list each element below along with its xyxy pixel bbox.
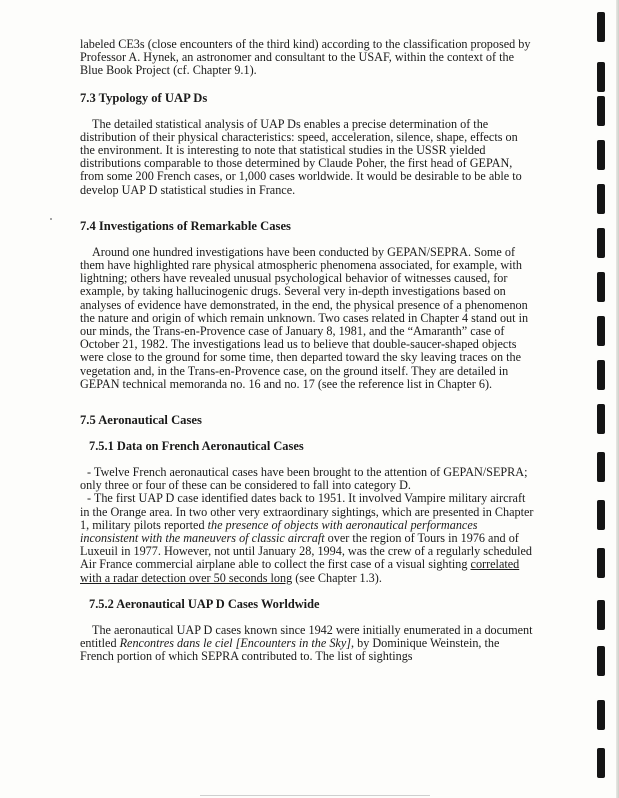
section-7-5-1-bullet-1: - Twelve French aeronautical cases have been brought to the attention of GEPAN/SEPRA; only three or four of these can be considered to fall into category D. — [80, 465, 528, 493]
s752-text-a: The aeronautical UAP D cases known since 1942 were initially enumerated in a document entitled — [80, 622, 533, 651]
binder-hole-mark — [597, 228, 605, 258]
page-bottom-edge — [200, 795, 430, 796]
binder-hole-mark — [597, 272, 605, 302]
binder-hole-mark — [597, 600, 605, 630]
bullet-2-text-a: - The first UAP D case identified dates back to 1951. It involved Vampire military aircraft in the Orange area. In two other very extraordinary sightings, which are presented in Chapter 1, military pilots reported — [80, 491, 534, 532]
bullet-2-text-b: over the region of Tours in 1976 and of Luxeuil in 1977. However, not until January 28, 1994, was the crew of a regularly scheduled Air France commercial airplane able to collect the first case of a visual sighting — [80, 531, 533, 572]
section-heading-7-3: 7.3 Typology of UAP Ds — [80, 90, 208, 105]
binder-hole-mark — [597, 700, 605, 730]
section-heading-7-5: 7.5 Aeronautical Cases — [80, 413, 202, 428]
binder-hole-mark — [597, 62, 605, 92]
scan-speck — [50, 218, 52, 220]
section-heading-7-5-1: 7.5.1 Data on French Aeronautical Cases — [89, 439, 304, 454]
binder-hole-mark — [597, 748, 605, 778]
binder-hole-mark — [597, 360, 605, 390]
binder-hole-mark — [597, 404, 605, 434]
section-7-3-paragraph: The detailed statistical analysis of UAP Ds enables a precise determination of the distribution of their physical characteristics: speed, acceleration, silence, shape, effects on the environment. It is interesting to note that statistical studies in the USSR yielded distributions comparable to those determined by Claude Poher, the first head of GEPAN, from some 200 French cases, or 1,000 cases worldwide. It would be desirable to be able to develop UAP D statistical studies in France. — [80, 116, 522, 197]
binder-hole-mark — [597, 548, 605, 578]
intro-paragraph: labeled CE3s (close encounters of the third kind) according to the classification proposed by Professor A. Hynek, an astronomer and consultant to the USAF, within the context of the Blue Book Project (cf. Chapter 9.1). — [80, 37, 531, 78]
binder-hole-mark — [597, 500, 605, 530]
section-7-5-2-paragraph — [80, 624, 535, 664]
s752-italic-title: Rencontres dans le ciel [Encounters in the Sky] — [119, 636, 351, 651]
section-7-4-paragraph: Around one hundred investigations have been conducted by GEPAN/SEPRA. Some of them have highlighted rare physical atmospheric phenomena associated, for example, with lightning; others have revealed unusual psychological behavior of witnesses caused, for example, by taking hallucinogenic drugs. Several very in-depth investigations based on analyses of evidence have demonstrated, in the end, the physical presence of a phenomenon the nature and origin of which remain unknown. Two cases related in Chapter 4 stand out in our minds, the Trans-en-Provence case of January 8, 1981, and the “Amaranth” case of October 21, 1982. The investigations lead us to believe that double-saucer-shaped objects were close to the ground for some time, then departed toward the sky leaving traces on the vegetation and, in the Trans-en-Provence case, on the ground itself. They are detailed in GEPAN technical memoranda no. 16 and no. 17 (see the reference list in Chapter 6). — [80, 244, 529, 391]
binder-hole-mark — [597, 184, 605, 214]
binder-hole-mark — [597, 646, 605, 676]
bullet-2-text-c: (see Chapter 1.3). — [292, 570, 382, 585]
document-body — [80, 38, 535, 664]
binder-hole-mark — [597, 12, 605, 42]
bullet-2-underlined: correlated with a radar detection over 50 seconds long — [80, 557, 520, 585]
section-7-5-1-bullet-2 — [80, 492, 535, 584]
section-heading-7-5-2: 7.5.2 Aeronautical UAP D Cases Worldwide — [89, 596, 320, 611]
binder-hole-mark — [597, 316, 605, 346]
section-heading-7-4: 7.4 Investigations of Remarkable Cases — [80, 218, 291, 233]
binder-hole-mark — [597, 96, 605, 126]
s752-text-b: , by Dominique Weinstein, the French portion of which SEPRA contributed to. The list of sightings — [80, 636, 500, 664]
bullet-2-italic: the presence of objects with aeronautical performances inconsistent with the maneuvers of classic aircraft — [80, 517, 478, 546]
binder-hole-mark — [597, 452, 605, 482]
binder-hole-mark — [597, 140, 605, 170]
